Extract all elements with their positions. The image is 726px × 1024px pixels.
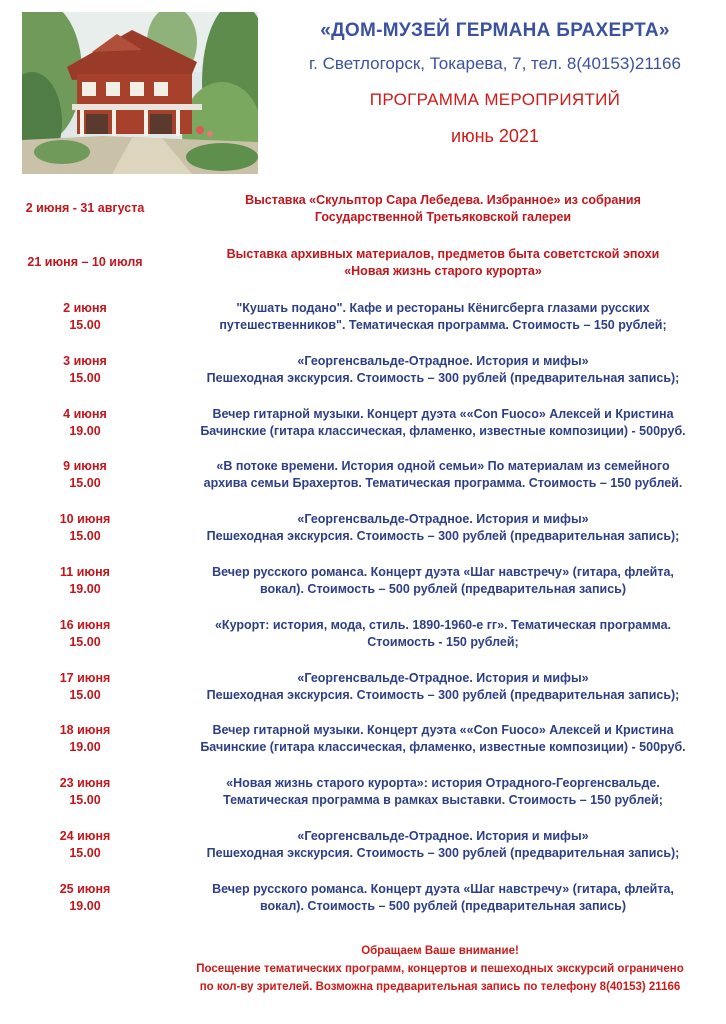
event-time: 15.00 (69, 688, 101, 702)
event-line: «Георгенсвальде-Отрадное. История и мифы» (297, 512, 589, 526)
event-date: 16 июня (59, 618, 111, 632)
event-date: 23 июня (59, 776, 111, 790)
event-date: 24 июня (59, 829, 111, 843)
event-line: Пешеходная экскурсия. Стоимость – 300 рублей (предварительная запись); (206, 371, 680, 385)
event-datetime (0, 353, 170, 387)
event-date: 18 июня (59, 723, 111, 737)
event-line: Стоимость - 150 рублей; (367, 635, 519, 649)
program-month: июнь 2021 (451, 126, 539, 146)
exhibition-description (178, 246, 708, 280)
event-line: «Курорт: история, мода, стиль. 1890-1960-е гг». Тематическая программа. (214, 618, 672, 632)
event-line: Бачинские (гитара классическая, фламенко, известные композиции) - 500руб. (200, 740, 686, 754)
event-datetime (0, 564, 170, 598)
event-time: 15.00 (69, 476, 101, 490)
museum-name: «ДОМ-МУЗЕЙ ГЕРМАНА БРАХЕРТА» (320, 20, 670, 41)
event-line: Вечер русского романса. Концерт дуэта «Шаг навстречу» (гитара, флейта, (212, 882, 674, 896)
event-datetime (0, 406, 170, 440)
event-datetime (0, 300, 170, 334)
event-line: вокал). Стоимость – 500 рублей (предварительная запись) (260, 899, 626, 913)
event-description (178, 353, 708, 387)
notice-title: Обращаем Ваше внимание! (361, 945, 519, 957)
event-date: 11 июня (60, 565, 110, 579)
event-description (178, 670, 708, 704)
event-date: 2 июня (63, 301, 107, 315)
event-datetime (0, 617, 170, 651)
exhibition-line: Государственной Третьяковской галереи (314, 210, 572, 224)
event-time: 15.00 (69, 318, 101, 332)
event-time: 15.00 (69, 371, 101, 385)
event-date: 10 июня (59, 512, 111, 526)
event-description (178, 458, 708, 492)
event-line: Вечер русского романса. Концерт дуэта «Шаг навстречу» (гитара, флейта, (212, 565, 674, 579)
event-line: вокал). Стоимость – 500 рублей (предварительная запись) (260, 582, 626, 596)
event-time: 19.00 (69, 899, 101, 913)
event-datetime (0, 881, 170, 915)
event-line: путешественников". Тематическая программа. Стоимость – 150 рублей; (219, 318, 667, 332)
event-description (178, 881, 708, 915)
program-title: ПРОГРАММА МЕРОПРИЯТИЙ (369, 90, 621, 109)
event-time: 19.00 (69, 424, 101, 438)
event-datetime (0, 775, 170, 809)
event-time: 15.00 (69, 793, 101, 807)
event-line: «Георгенсвальде-Отрадное. История и мифы» (297, 354, 589, 368)
museum-house-painting (22, 12, 258, 174)
event-date: 9 июня (63, 459, 107, 473)
event-description (178, 564, 708, 598)
event-line: архива семьи Брахертов. Тематическая программа. Стоимость – 150 рублей. (203, 476, 683, 490)
event-time: 15.00 (69, 635, 101, 649)
event-date: 25 июня (59, 882, 111, 896)
event-date: 17 июня (59, 671, 111, 685)
event-line: "Кушать подано". Кафе и рестораны Кёнигсберга глазами русских (236, 301, 650, 315)
event-line: Пешеходная экскурсия. Стоимость – 300 рублей (предварительная запись); (206, 846, 680, 860)
event-date: 4 июня (63, 407, 107, 421)
exhibition-line: Выставка «Скульптор Сара Лебедева. Избранное» из собрания (245, 193, 641, 207)
exhibition-line: Выставка архивных материалов, предметов быта советстской эпохи (226, 247, 660, 261)
event-datetime (0, 828, 170, 862)
event-time: 15.00 (69, 846, 101, 860)
event-description (178, 828, 708, 862)
event-description (178, 775, 708, 809)
event-description (178, 406, 708, 440)
exhibition-dates: 21 июня – 10 июля (27, 255, 143, 269)
event-time: 15.00 (69, 529, 101, 543)
notice (170, 942, 710, 996)
event-line: Тематическая программа в рамках выставки. Стоимость – 150 рублей; (223, 793, 663, 807)
notice-line: по кол-ву зрителей. Возможна предварительная запись по телефону 8(40153) 21166 (199, 981, 681, 993)
event-description (178, 617, 708, 651)
event-line: «Новая жизнь старого курорта»: история Отрадного-Георгенсвальде. (226, 776, 660, 790)
event-datetime (0, 458, 170, 492)
event-datetime (0, 722, 170, 756)
event-line: Бачинские (гитара классическая, фламенко, известные композиции) - 500руб. (200, 424, 686, 438)
event-line: Вечер гитарной музыки. Концерт дуэта ««Con Fuoco» Алексей и Кристина (212, 723, 674, 737)
exhibition-dates: 2 июня - 31 августа (25, 201, 145, 215)
event-datetime (0, 670, 170, 704)
event-date: 3 июня (63, 354, 107, 368)
exhibition-line: «Новая жизнь старого курорта» (344, 264, 542, 278)
event-time: 19.00 (69, 740, 101, 754)
event-line: «В потоке времени. История одной семьи» По материалам из семейного (216, 459, 670, 473)
event-datetime (0, 511, 170, 545)
event-description (178, 511, 708, 545)
header (270, 16, 720, 147)
event-line: Пешеходная экскурсия. Стоимость – 300 рублей (предварительная запись); (206, 529, 680, 543)
event-description (178, 300, 708, 334)
event-time: 19.00 (69, 582, 101, 596)
museum-address: г. Светлогорск, Токарева, 7, тел. 8(40153)21166 (309, 54, 681, 73)
event-line: Вечер гитарной музыки. Концерт дуэта ««Con Fuoco» Алексей и Кристина (212, 407, 674, 421)
exhibition-description (178, 192, 708, 226)
event-line: «Георгенсвальде-Отрадное. История и мифы» (297, 671, 589, 685)
notice-line: Посещение тематических программ, концертов и пешеходных экскурсий ограничено (196, 963, 684, 975)
event-line: Пешеходная экскурсия. Стоимость – 300 рублей (предварительная запись); (206, 688, 680, 702)
event-line: «Георгенсвальде-Отрадное. История и мифы» (297, 829, 589, 843)
event-description (178, 722, 708, 756)
